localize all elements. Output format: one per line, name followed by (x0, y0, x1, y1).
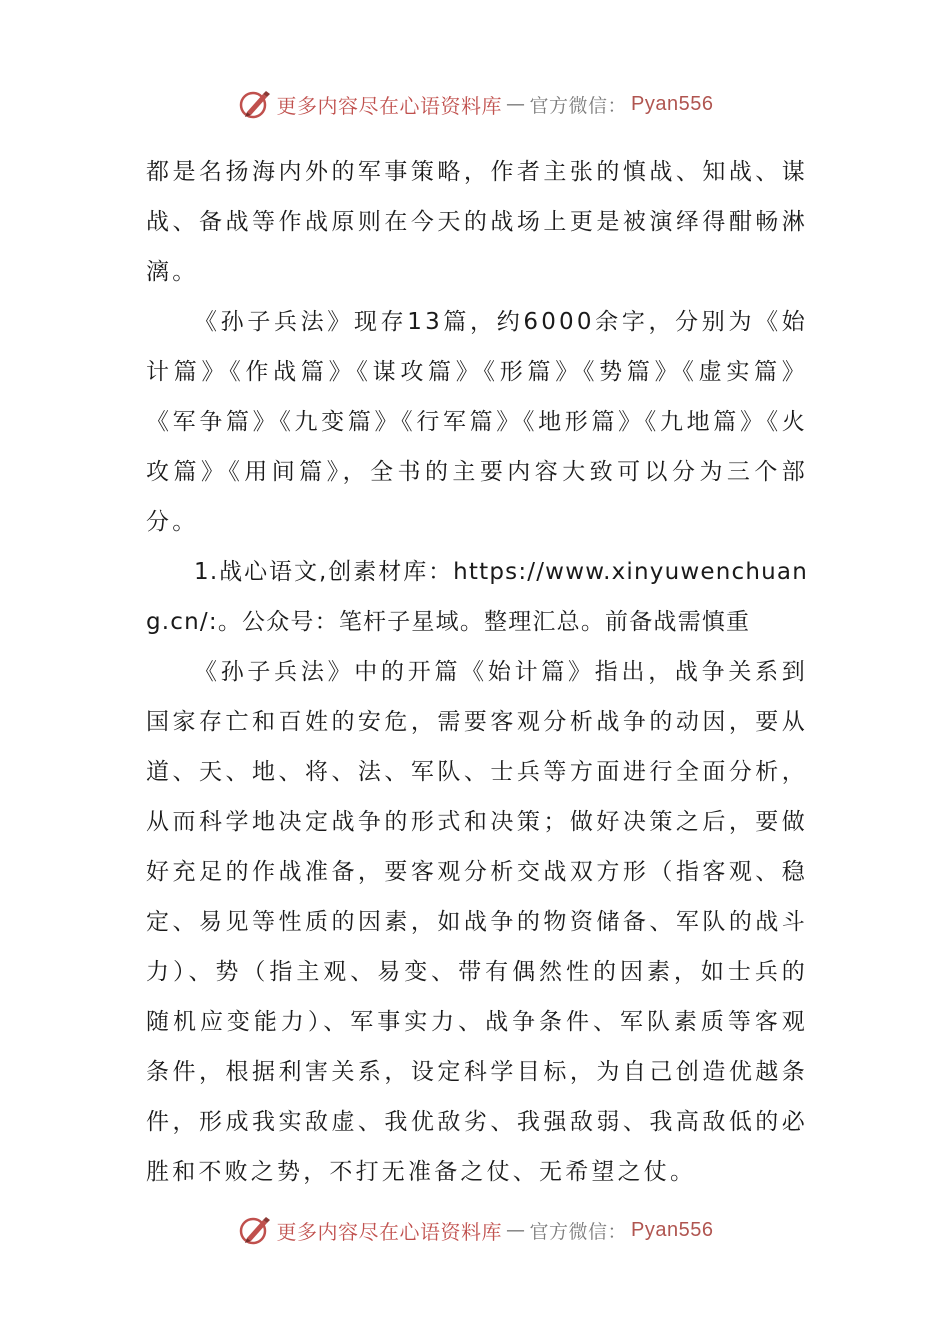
pen-circle-logo-icon (237, 1212, 273, 1248)
watermark-dash: — (506, 93, 526, 115)
watermark-official-label: 官方微信： (529, 94, 628, 117)
paragraph-4: 《孙子兵法》中的开篇《始计篇》指出，战争关系到国家存亡和百姓的安危，需要客观分析战争的动因，要从道、天、地、将、法、军队、士兵等方面进行全面分析，从而科学地决定战争的形式和决策；做好决策之后，要做好充足的作战准备，要客观分析交战双方形（指客观、稳定、易见等性质的因素，如战争的物资储备、军队的战斗力）、势（指主观、易变、带有偶然性的因素，如士兵的随机应变能力）、军事实力、战争条件、军队素质等客观条件，根据利害关系，设定科学目标，为自己创造优越条件，形成我实敌虚、我优敌劣、我强敌弱、我高敌低的必胜和不败之势，不打无准备之仗、无希望之仗。 (146, 659, 808, 1185)
watermark-brand: 更多内容尽在心语资料库 (276, 93, 502, 118)
watermark-wechat-id: Pyan556 (631, 1218, 714, 1241)
paragraph-2: 《孙子兵法》现存13篇，约6000余字，分别为《始计篇》《作战篇》《谋攻篇》《形篇》《势篇》《虚实篇》《军争篇》《九变篇》《行军篇》《地形篇》《九地篇》《火攻篇》《用间篇》，全书的主要内容大致可以分为三个部分。 (146, 309, 808, 535)
document-body (146, 147, 808, 1197)
pen-circle-logo-icon (237, 86, 273, 122)
footer-watermark (0, 1210, 950, 1250)
watermark-brand: 更多内容尽在心语资料库 (276, 1219, 502, 1244)
watermark-dash: — (506, 1219, 526, 1241)
paragraph-1: 都是名扬海内外的军事策略，作者主张的慎战、知战、谋战、备战等作战原则在今天的战场上更是被演绎得酣畅淋漓。 (146, 159, 808, 285)
paragraph-3-section-heading: 1.战心语文,创素材库：https://www.xinyuwenchuang.cn/:。公众号：笔杆子星域。整理汇总。前备战需慎重 (146, 559, 808, 635)
watermark-wechat-id: Pyan556 (631, 92, 714, 115)
watermark-official-label: 官方微信： (529, 1220, 628, 1243)
header-watermark (0, 84, 950, 124)
